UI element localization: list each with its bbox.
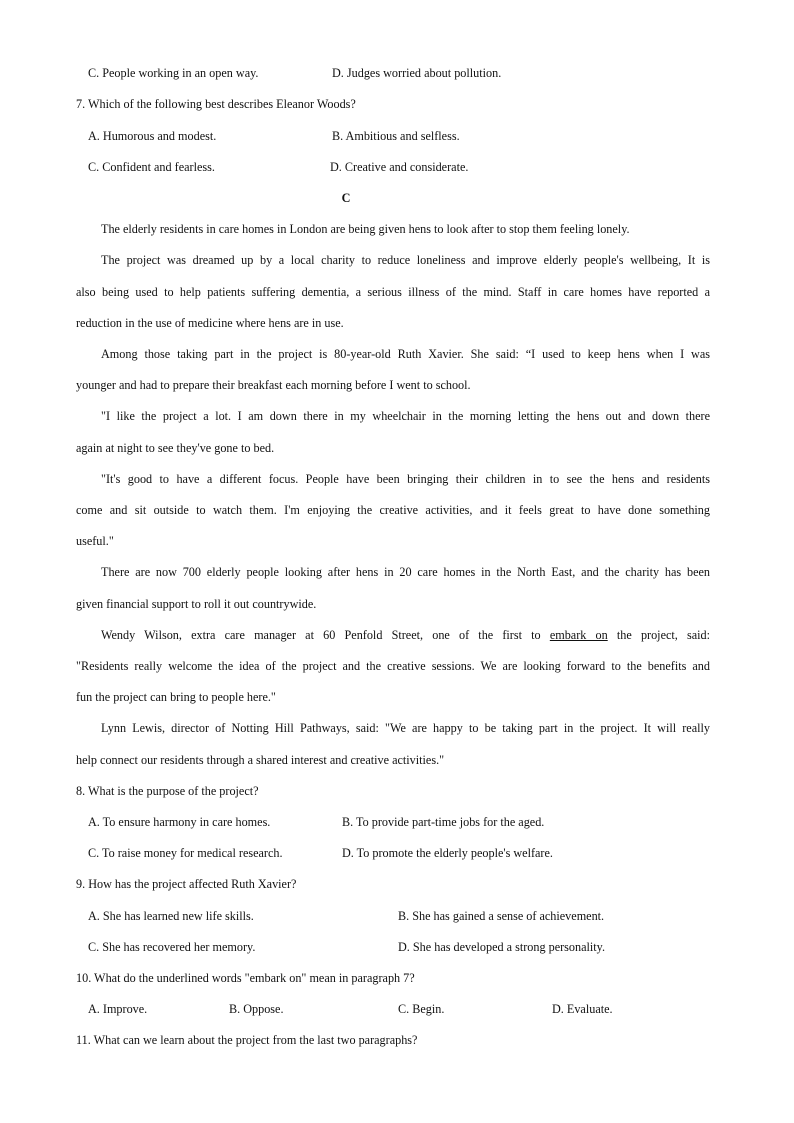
passage-paragraph-2-line-1: The project was dreamed up by a local charity to reduce loneliness and improve elderly people's wellbeing, It is bbox=[101, 253, 710, 267]
q10-option-b: B. Oppose. bbox=[229, 1002, 284, 1016]
q9-option-c: C. She has recovered her memory. bbox=[88, 940, 256, 954]
passage-paragraph-7-line-3: fun the project can bring to people here." bbox=[76, 690, 276, 704]
q7-option-b: B. Ambitious and selfless. bbox=[332, 129, 460, 143]
passage-paragraph-2-line-3: reduction in the use of medicine where hens are in use. bbox=[76, 316, 344, 330]
p7-text-after: the project, said: bbox=[607, 628, 711, 642]
q7-option-a: A. Humorous and modest. bbox=[88, 129, 217, 143]
q9-option-b: B. She has gained a sense of achievement. bbox=[398, 909, 605, 923]
passage-paragraph-8-line-1: Lynn Lewis, director of Notting Hill Pathways, said: "We are happy to be taking part in the project. It will really bbox=[101, 721, 710, 735]
q10-option-c: C. Begin. bbox=[398, 1002, 445, 1016]
passage-paragraph-4-line-1: "I like the project a lot. I am down there in my wheelchair in the morning letting the hens out and down there bbox=[101, 409, 710, 423]
q7-option-c: C. Confident and fearless. bbox=[88, 160, 215, 174]
passage-paragraph-5-line-1: "It's good to have a different focus. People have been bringing their children in to see the hens and residents bbox=[101, 472, 710, 486]
passage-paragraph-8-line-2: help connect our residents through a shared interest and creative activities." bbox=[76, 753, 445, 767]
p7-text-before: Wendy Wilson, extra care manager at 60 Penfold Street, one of the first to bbox=[101, 628, 550, 642]
q8-option-c: C. To raise money for medical research. bbox=[88, 846, 283, 860]
q8-stem: 8. What is the purpose of the project? bbox=[76, 784, 259, 798]
q7-option-d: D. Creative and considerate. bbox=[330, 160, 469, 174]
q7-stem: 7. Which of the following best describes Eleanor Woods? bbox=[76, 97, 356, 111]
passage-paragraph-7-line-2: "Residents really welcome the idea of the project and the creative sessions. We are looking forward to the benefits and bbox=[76, 659, 710, 673]
underlined-phrase: embark on bbox=[549, 628, 608, 642]
passage-paragraph-3-line-1: Among those taking part in the project is 80-year-old Ruth Xavier. She said: “I used to keep hens when I was bbox=[101, 347, 710, 361]
passage-paragraph-5-line-3: useful." bbox=[76, 534, 114, 548]
passage-paragraph-7-line-1 bbox=[101, 627, 710, 643]
q10-option-d: D. Evaluate. bbox=[552, 1002, 613, 1016]
q8-option-b: B. To provide part-time jobs for the aged. bbox=[342, 815, 545, 829]
passage-paragraph-2-line-2: also being used to help patients suffering dementia, a serious illness of the mind. Staff in care homes have reported a bbox=[76, 285, 710, 299]
passage-paragraph-3-line-2: younger and had to prepare their breakfast each morning before I went to school. bbox=[76, 378, 471, 392]
passage-paragraph-6-line-2: given financial support to roll it out countrywide. bbox=[76, 597, 317, 611]
q9-option-a: A. She has learned new life skills. bbox=[88, 909, 254, 923]
q11-stem: 11. What can we learn about the project from the last two paragraphs? bbox=[76, 1033, 418, 1047]
q6-option-c: C. People working in an open way. bbox=[88, 66, 259, 80]
section-heading: C bbox=[341, 191, 351, 205]
q10-stem: 10. What do the underlined words "embark on" mean in paragraph 7? bbox=[76, 971, 415, 985]
passage-paragraph-5-line-2: come and sit outside to watch them. I'm enjoying the creative activities, and it feels great to have done something bbox=[76, 503, 710, 517]
q9-option-d: D. She has developed a strong personality. bbox=[398, 940, 606, 954]
passage-paragraph-4-line-2: again at night to see they've gone to bed. bbox=[76, 441, 275, 455]
q8-option-d: D. To promote the elderly people's welfare. bbox=[342, 846, 553, 860]
q6-option-d: D. Judges worried about pollution. bbox=[332, 66, 502, 80]
passage-paragraph-6-line-1: There are now 700 elderly people looking after hens in 20 care homes in the North East, and the charity has been bbox=[101, 565, 710, 579]
q9-stem: 9. How has the project affected Ruth Xavier? bbox=[76, 877, 297, 891]
q10-option-a: A. Improve. bbox=[88, 1002, 148, 1016]
q8-option-a: A. To ensure harmony in care homes. bbox=[88, 815, 271, 829]
passage-paragraph-1: The elderly residents in care homes in London are being given hens to look after to stop them feeling lonely. bbox=[101, 222, 630, 236]
